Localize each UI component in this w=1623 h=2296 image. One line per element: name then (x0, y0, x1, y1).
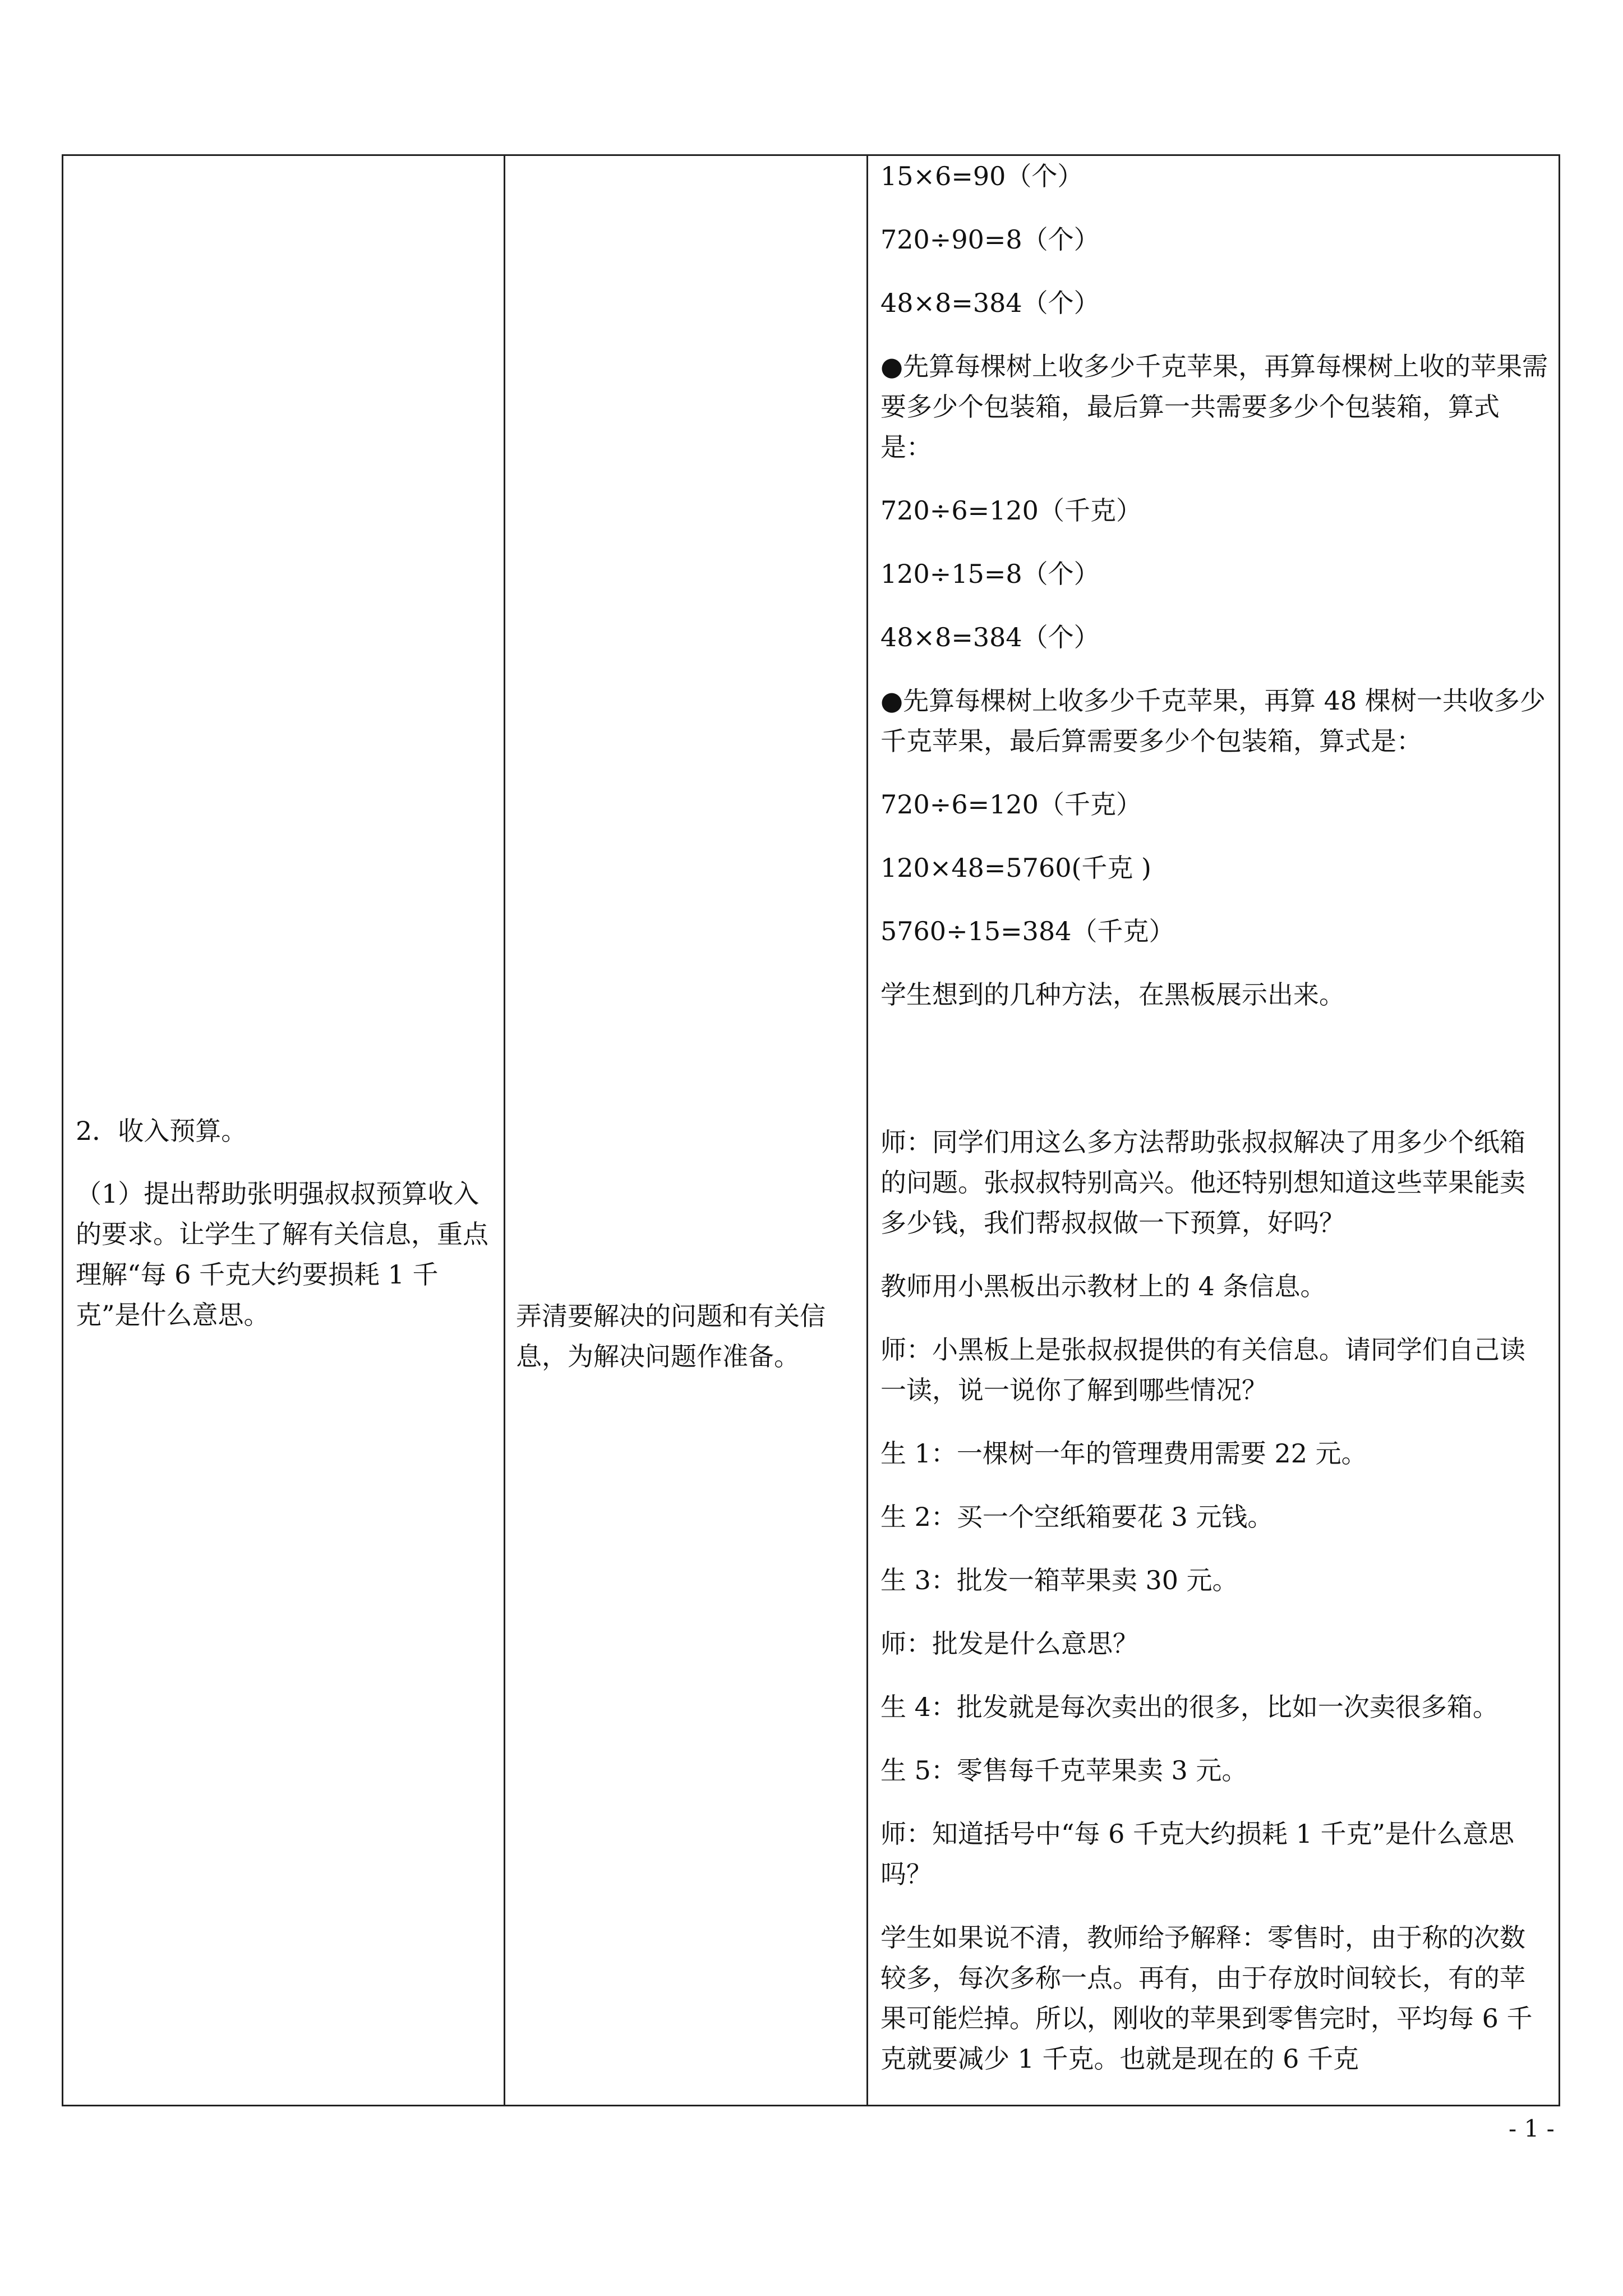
process-line: 生 5：零售每千克苹果卖 3 元。 (880, 1755, 1248, 1786)
process-line: 120×48=5760(千克 ) (880, 853, 1151, 883)
process-line: ●先算每棵树上收多少千克苹果，再算 48 棵树一共收多少千克苹果，最后算需要多少个包装箱，算式是： (880, 685, 1546, 756)
table-cell-teaching-step (76, 1111, 496, 1358)
process-line: ●先算每棵树上收多少千克苹果，再算每棵树上收的苹果需要多少个包装箱，最后算一共需要多少个包装箱，算式是： (880, 351, 1548, 462)
process-line: 720÷6=120（千克） (880, 495, 1142, 526)
process-line: 48×8=384（个） (880, 622, 1100, 652)
process-line: 120÷15=8（个） (880, 559, 1100, 589)
step-item-1: （1）提出帮助张明强叔叔预算收入的要求。让学生了解有关信息，重点理解“每 6 千克大约要损耗 1 千克”是什么意思。 (76, 1179, 488, 1330)
process-line: 生 1：一棵树一年的管理费用需要 22 元。 (880, 1438, 1367, 1469)
process-line: 教师用小黑板出示教材上的 4 条信息。 (880, 1271, 1326, 1301)
process-line: 15×6=90（个） (880, 161, 1083, 191)
step-title: 2．收入预算。 (76, 1116, 247, 1146)
process-line: 师：同学们用这么多方法帮助张叔叔解决了用多少个纸箱的问题。张叔叔特别高兴。他还特别想知道这些苹果能卖多少钱，我们帮叔叔做一下预算，好吗？ (880, 1127, 1525, 1238)
table-column-divider-2 (866, 154, 868, 2106)
process-line: 学生想到的几种方法，在黑板展示出来。 (880, 979, 1345, 1010)
table-cell-design-intent (516, 1296, 858, 1399)
table-column-divider-1 (504, 154, 505, 2106)
design-intent-text: 弄清要解决的问题和有关信息，为解决问题作准备。 (516, 1301, 826, 1372)
process-line: 学生如果说不清，教师给予解释：零售时，由于称的次数较多，每次多称一点。再有，由于存放时间较长，有的苹果可能烂掉。所以，刚收的苹果到零售完时，平均每 6 千克就要减少 1 千克。也就是现在的 6 千克 (880, 1922, 1533, 2074)
paragraph-spacer (880, 1038, 1551, 1122)
process-line: 生 2：买一个空纸箱要花 3 元钱。 (880, 1502, 1274, 1532)
process-line: 生 3：批发一箱苹果卖 30 元。 (880, 1565, 1238, 1595)
process-line: 生 4：批发就是每次卖出的很多，比如一次卖很多箱。 (880, 1692, 1498, 1722)
process-line: 师：批发是什么意思？ (880, 1628, 1138, 1659)
process-line: 师：知道括号中“每 6 千克大约损耗 1 千克”是什么意思吗？ (880, 1819, 1515, 1889)
process-line: 48×8=384（个） (880, 288, 1100, 318)
process-line: 5760÷15=384（千克） (880, 916, 1175, 946)
process-line: 720÷90=8（个） (880, 224, 1100, 255)
page-number: - 1 - (1509, 2115, 1555, 2142)
process-line: 720÷6=120（千克） (880, 789, 1142, 820)
table-cell-classroom-process (880, 156, 1551, 2102)
process-line: 师：小黑板上是张叔叔提供的有关信息。请同学们自己读一读，说一说你了解到哪些情况？ (880, 1335, 1525, 1405)
